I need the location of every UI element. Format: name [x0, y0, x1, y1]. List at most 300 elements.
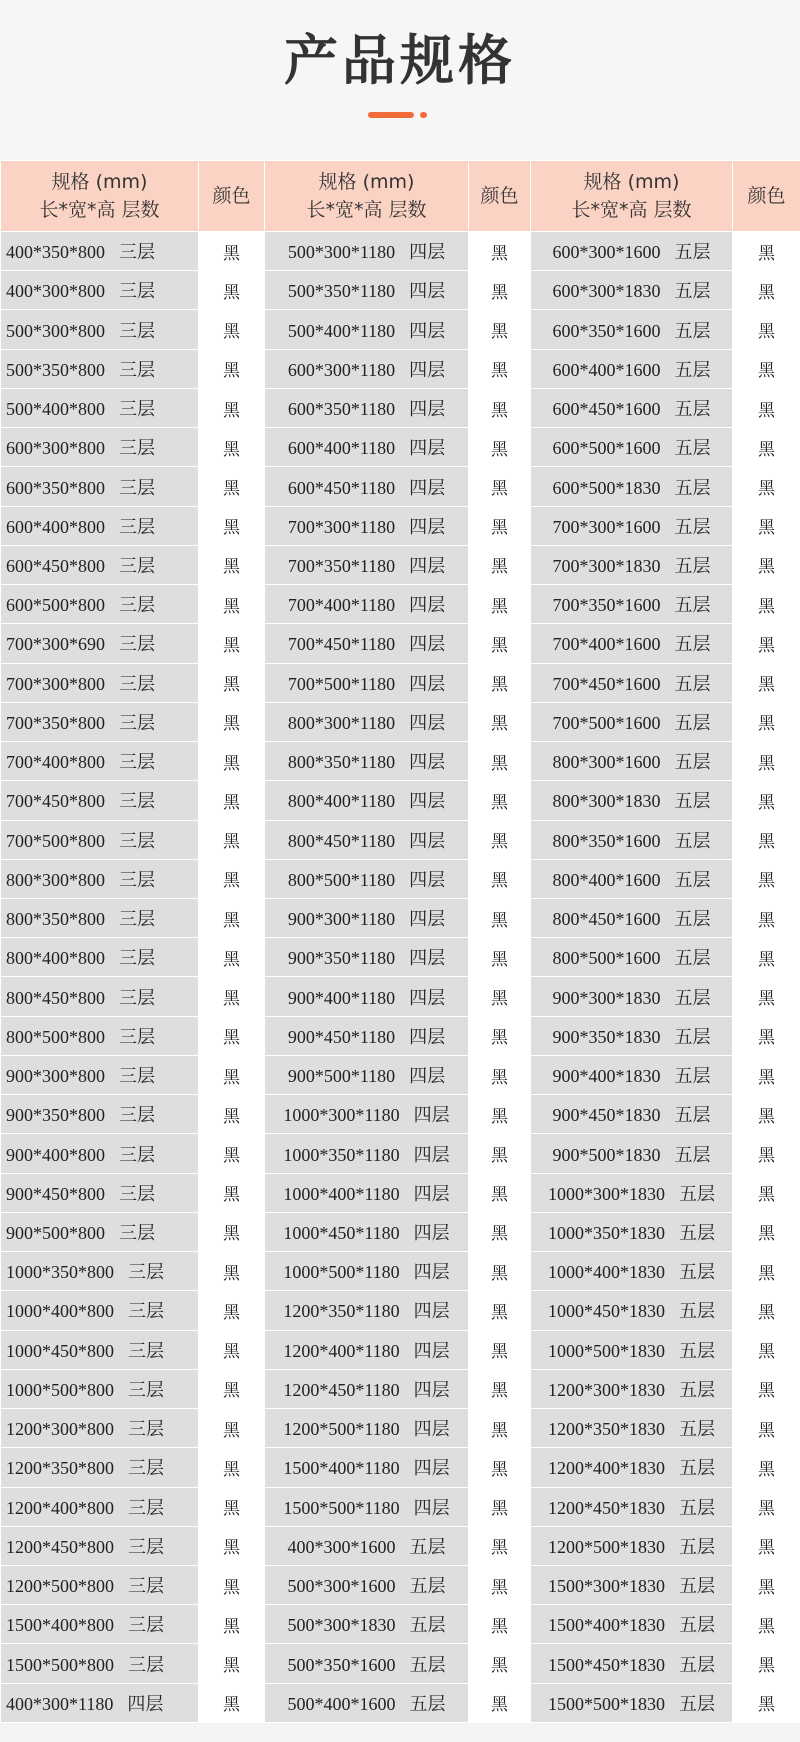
dimension-text: 1000*500*1830	[548, 1340, 665, 1361]
spec-cell	[1, 1291, 199, 1330]
dimension-text: 700*450*800	[6, 791, 105, 812]
dimension-text: 800*300*800	[6, 869, 105, 890]
color-cell: 黑	[733, 585, 800, 624]
dimension-text: 1500*500*800	[6, 1654, 114, 1675]
layer-count-text: 四层	[409, 948, 446, 970]
layer-count-text: 五层	[674, 1105, 711, 1127]
dimension-text: 600*300*800	[6, 438, 105, 459]
dimension-text: 1200*450*1180	[283, 1379, 400, 1400]
layer-count-text: 三层	[119, 1105, 155, 1127]
dimension-text: 700*350*800	[6, 712, 105, 733]
spec-cell	[1, 859, 199, 898]
table-row	[1, 1173, 800, 1212]
color-cell: 黑	[469, 898, 531, 937]
color-cell: 黑	[199, 467, 265, 506]
dimension-text: 700*450*1600	[552, 673, 661, 694]
spec-cell	[265, 1448, 469, 1487]
color-cell: 黑	[469, 1095, 531, 1134]
dimension-text: 700*450*1180	[287, 634, 396, 655]
dimension-text: 1500*400*1180	[283, 1458, 400, 1479]
table-row	[1, 388, 800, 427]
spec-cell	[531, 388, 733, 427]
spec-cell	[531, 349, 733, 388]
spec-cell	[265, 1134, 469, 1173]
color-cell: 黑	[469, 1448, 531, 1487]
spec-cell	[265, 663, 469, 702]
color-cell: 黑	[733, 1330, 800, 1369]
spec-cell	[531, 1134, 733, 1173]
table-row	[1, 467, 800, 506]
spec-cell	[265, 859, 469, 898]
color-cell: 黑	[469, 820, 531, 859]
dimension-text: 1500*400*1830	[548, 1615, 665, 1636]
layer-count-text: 三层	[119, 399, 155, 421]
layer-count-text: 五层	[674, 1026, 711, 1048]
table-row	[1, 1683, 800, 1722]
color-cell: 黑	[199, 898, 265, 937]
color-cell: 黑	[199, 1565, 265, 1604]
color-cell: 黑	[199, 1252, 265, 1291]
color-cell: 黑	[469, 977, 531, 1016]
spec-header-line1: 规格 (mm)	[583, 171, 680, 193]
dimension-text: 600*300*1830	[552, 281, 661, 302]
layer-count-text: 三层	[119, 791, 155, 813]
layer-count-text: 五层	[679, 1654, 715, 1676]
title-underline-bar	[368, 112, 414, 118]
dimension-text: 600*350*1600	[552, 320, 661, 341]
color-cell: 黑	[469, 1291, 531, 1330]
spec-cell	[1, 1487, 199, 1526]
table-row	[1, 271, 800, 310]
dimension-text: 700*350*1600	[552, 595, 661, 616]
layer-count-text: 四层	[409, 752, 446, 774]
color-cell: 黑	[469, 467, 531, 506]
color-cell: 黑	[733, 467, 800, 506]
dimension-text: 1200*400*1180	[283, 1340, 400, 1361]
dimension-text: 500*300*1180	[287, 242, 396, 263]
spec-cell	[531, 506, 733, 545]
layer-count-text: 五层	[409, 1576, 446, 1598]
dimension-text: 400*300*1180	[6, 1693, 114, 1714]
spec-header	[265, 161, 469, 232]
layer-count-text: 三层	[119, 712, 155, 734]
color-cell: 黑	[199, 271, 265, 310]
dimension-text: 800*400*1180	[287, 791, 396, 812]
spec-cell	[531, 820, 733, 859]
layer-count-text: 三层	[128, 1301, 164, 1323]
table-row	[1, 310, 800, 349]
dimension-text: 1200*300*1830	[548, 1379, 665, 1400]
layer-count-text: 五层	[674, 595, 711, 617]
spec-cell	[265, 545, 469, 584]
color-cell: 黑	[469, 428, 531, 467]
title-underline-dot	[420, 112, 427, 118]
layer-count-text: 五层	[674, 399, 711, 421]
dimension-text: 700*300*1830	[552, 555, 661, 576]
layer-count-text: 五层	[409, 1615, 446, 1637]
color-cell: 黑	[733, 388, 800, 427]
spec-header	[531, 161, 733, 232]
table-row	[1, 545, 800, 584]
dimension-text: 1200*350*800	[6, 1458, 114, 1479]
spec-cell	[1, 1212, 199, 1251]
color-cell: 黑	[733, 545, 800, 584]
color-cell: 黑	[733, 1095, 800, 1134]
dimension-text: 1200*400*1830	[548, 1458, 665, 1479]
color-cell: 黑	[199, 349, 265, 388]
layer-count-text: 五层	[674, 869, 711, 891]
table-row	[1, 1448, 800, 1487]
table-row	[1, 859, 800, 898]
spec-cell	[265, 1252, 469, 1291]
page-header	[0, 0, 800, 160]
spec-cell	[1, 232, 199, 271]
spec-cell	[1, 702, 199, 741]
spec-cell	[531, 663, 733, 702]
spec-cell	[1, 1095, 199, 1134]
spec-header	[1, 161, 199, 232]
layer-count-text: 三层	[128, 1458, 164, 1480]
table-row	[1, 1644, 800, 1683]
spec-cell	[265, 467, 469, 506]
spec-cell	[531, 742, 733, 781]
table-row	[1, 585, 800, 624]
layer-count-text: 五层	[679, 1458, 715, 1480]
spec-cell	[531, 898, 733, 937]
spec-cell	[265, 388, 469, 427]
spec-table-body	[1, 232, 800, 1723]
layer-count-text: 三层	[128, 1497, 164, 1519]
dimension-text: 900*400*1830	[552, 1066, 661, 1087]
layer-count-text: 五层	[674, 320, 711, 342]
spec-cell	[531, 1605, 733, 1644]
dimension-text: 900*400*800	[6, 1144, 105, 1165]
spec-cell	[1, 1173, 199, 1212]
color-cell: 黑	[469, 1252, 531, 1291]
layer-count-text: 五层	[409, 1693, 446, 1715]
color-cell: 黑	[199, 1291, 265, 1330]
dimension-text: 700*500*800	[6, 830, 105, 851]
layer-count-text: 三层	[128, 1262, 164, 1284]
dimension-text: 600*450*800	[6, 555, 105, 576]
spec-cell	[1, 1565, 199, 1604]
spec-cell	[265, 232, 469, 271]
spec-cell	[1, 310, 199, 349]
spec-cell	[265, 1055, 469, 1094]
dimension-text: 1200*350*1180	[283, 1301, 400, 1322]
table-row	[1, 781, 800, 820]
spec-cell	[265, 1212, 469, 1251]
color-cell: 黑	[733, 702, 800, 741]
color-cell: 黑	[199, 977, 265, 1016]
dimension-text: 900*300*1830	[552, 987, 661, 1008]
spec-cell	[265, 1565, 469, 1604]
dimension-text: 900*450*1830	[552, 1105, 661, 1126]
color-cell: 黑	[469, 702, 531, 741]
color-cell: 黑	[733, 1683, 800, 1722]
color-cell: 黑	[469, 624, 531, 663]
dimension-text: 1000*350*1830	[548, 1222, 665, 1243]
color-header: 颜色	[733, 161, 800, 232]
spec-cell	[531, 977, 733, 1016]
layer-count-text: 五层	[674, 987, 711, 1009]
layer-count-text: 四层	[409, 242, 446, 264]
dimension-text: 800*500*800	[6, 1026, 105, 1047]
color-cell: 黑	[733, 1565, 800, 1604]
dimension-text: 600*300*1600	[552, 242, 661, 263]
color-cell: 黑	[469, 310, 531, 349]
dimension-text: 600*350*800	[6, 477, 105, 498]
dimension-text: 1000*450*1830	[548, 1301, 665, 1322]
layer-count-text: 五层	[679, 1222, 715, 1244]
dimension-text: 1200*400*800	[6, 1497, 114, 1518]
dimension-text: 700*400*800	[6, 752, 105, 773]
color-cell: 黑	[469, 545, 531, 584]
dimension-text: 800*300*1830	[552, 791, 661, 812]
dimension-text: 700*350*1180	[287, 555, 396, 576]
dimension-text: 600*500*800	[6, 595, 105, 616]
spec-cell	[531, 1291, 733, 1330]
table-row	[1, 1330, 800, 1369]
spec-cell	[531, 702, 733, 741]
spec-cell	[265, 781, 469, 820]
color-cell: 黑	[199, 428, 265, 467]
spec-cell	[265, 506, 469, 545]
color-cell: 黑	[469, 349, 531, 388]
dimension-text: 600*450*1180	[287, 477, 396, 498]
table-row	[1, 349, 800, 388]
dimension-text: 600*500*1830	[552, 477, 661, 498]
dimension-text: 900*300*800	[6, 1066, 105, 1087]
spec-cell	[265, 1526, 469, 1565]
layer-count-text: 四层	[413, 1183, 450, 1205]
table-row	[1, 742, 800, 781]
color-cell: 黑	[199, 1526, 265, 1565]
layer-count-text: 三层	[119, 555, 155, 577]
layer-count-text: 四层	[413, 1144, 450, 1166]
layer-count-text: 三层	[119, 1066, 155, 1088]
dimension-text: 700*500*1180	[287, 673, 396, 694]
dimension-text: 800*450*800	[6, 987, 105, 1008]
color-cell: 黑	[199, 1330, 265, 1369]
color-cell: 黑	[469, 663, 531, 702]
layer-count-text: 五层	[674, 909, 711, 931]
dimension-text: 500*400*1600	[287, 1693, 396, 1714]
dimension-text: 1500*450*1830	[548, 1654, 665, 1675]
layer-count-text: 三层	[128, 1379, 164, 1401]
color-cell: 黑	[733, 742, 800, 781]
spec-cell	[1, 977, 199, 1016]
color-cell: 黑	[469, 232, 531, 271]
layer-count-text: 四层	[413, 1497, 450, 1519]
layer-count-text: 三层	[119, 438, 155, 460]
layer-count-text: 五层	[674, 830, 711, 852]
layer-count-text: 三层	[119, 1144, 155, 1166]
dimension-text: 1000*350*800	[6, 1262, 114, 1283]
spec-cell	[1, 1016, 199, 1055]
spec-cell	[1, 1134, 199, 1173]
layer-count-text: 四层	[409, 712, 446, 734]
color-cell: 黑	[469, 1565, 531, 1604]
color-cell: 黑	[199, 1173, 265, 1212]
layer-count-text: 四层	[409, 320, 446, 342]
table-row	[1, 820, 800, 859]
spec-cell	[265, 820, 469, 859]
dimension-text: 800*450*1600	[552, 909, 661, 930]
color-cell: 黑	[733, 1369, 800, 1408]
dimension-text: 600*450*1600	[552, 399, 661, 420]
dimension-text: 800*500*1180	[287, 869, 396, 890]
layer-count-text: 四层	[413, 1379, 450, 1401]
spec-cell	[531, 271, 733, 310]
spec-cell	[1, 1055, 199, 1094]
spec-cell	[1, 898, 199, 937]
spec-cell	[265, 1095, 469, 1134]
dimension-text: 700*300*1180	[287, 516, 396, 537]
color-cell: 黑	[469, 1409, 531, 1448]
spec-cell	[265, 1409, 469, 1448]
dimension-text: 500*400*1180	[287, 320, 396, 341]
layer-count-text: 五层	[674, 281, 711, 303]
dimension-text: 900*500*1830	[552, 1144, 661, 1165]
layer-count-text: 四层	[127, 1693, 164, 1715]
spec-cell	[265, 1683, 469, 1722]
layer-count-text: 四层	[409, 399, 446, 421]
layer-count-text: 四层	[409, 830, 446, 852]
spec-cell	[265, 1016, 469, 1055]
layer-count-text: 五层	[674, 712, 711, 734]
spec-cell	[1, 467, 199, 506]
layer-count-text: 四层	[409, 987, 446, 1009]
spec-cell	[531, 1173, 733, 1212]
color-cell: 黑	[199, 938, 265, 977]
spec-cell	[1, 938, 199, 977]
layer-count-text: 三层	[119, 1183, 155, 1205]
spec-cell	[265, 977, 469, 1016]
color-cell: 黑	[199, 1134, 265, 1173]
dimension-text: 400*300*1600	[287, 1536, 396, 1557]
table-row	[1, 1605, 800, 1644]
color-cell: 黑	[469, 1644, 531, 1683]
color-cell: 黑	[733, 977, 800, 1016]
color-cell: 黑	[733, 820, 800, 859]
layer-count-text: 三层	[128, 1654, 164, 1676]
spec-cell	[531, 1369, 733, 1408]
color-cell: 黑	[733, 1526, 800, 1565]
spec-cell	[265, 1487, 469, 1526]
layer-count-text: 四层	[409, 634, 446, 656]
layer-count-text: 五层	[679, 1301, 715, 1323]
table-row	[1, 898, 800, 937]
dimension-text: 800*350*1180	[287, 752, 396, 773]
color-cell: 黑	[469, 388, 531, 427]
dimension-text: 500*350*1180	[287, 281, 396, 302]
color-cell: 黑	[733, 781, 800, 820]
spec-cell	[531, 938, 733, 977]
spec-cell	[265, 1173, 469, 1212]
table-row	[1, 1134, 800, 1173]
dimension-text: 1000*350*1180	[283, 1144, 400, 1165]
table-row	[1, 702, 800, 741]
color-cell: 黑	[469, 938, 531, 977]
color-cell: 黑	[199, 859, 265, 898]
color-cell: 黑	[199, 310, 265, 349]
table-row	[1, 977, 800, 1016]
dimension-text: 800*300*1600	[552, 752, 661, 773]
table-row	[1, 1055, 800, 1094]
dimension-text: 600*400*1180	[287, 438, 396, 459]
dimension-text: 1500*400*800	[6, 1615, 114, 1636]
dimension-text: 1200*500*1180	[283, 1419, 400, 1440]
color-cell: 黑	[733, 1487, 800, 1526]
dimension-text: 800*350*1600	[552, 830, 661, 851]
dimension-text: 700*300*1600	[552, 516, 661, 537]
color-cell: 黑	[733, 898, 800, 937]
spec-cell	[265, 702, 469, 741]
table-row	[1, 938, 800, 977]
dimension-text: 500*400*800	[6, 399, 105, 420]
spec-cell	[1, 1526, 199, 1565]
layer-count-text: 四层	[413, 1262, 450, 1284]
color-cell: 黑	[199, 1683, 265, 1722]
spec-cell	[1, 349, 199, 388]
layer-count-text: 四层	[409, 516, 446, 538]
dimension-text: 1200*500*800	[6, 1576, 114, 1597]
color-cell: 黑	[733, 1055, 800, 1094]
color-header: 颜色	[199, 161, 265, 232]
spec-table-header	[1, 161, 800, 232]
color-cell: 黑	[469, 271, 531, 310]
spec-cell	[1, 1448, 199, 1487]
spec-header-line1: 规格 (mm)	[51, 171, 148, 193]
dimension-text: 900*350*800	[6, 1105, 105, 1126]
color-cell: 黑	[199, 506, 265, 545]
layer-count-text: 五层	[674, 477, 711, 499]
spec-cell	[265, 1644, 469, 1683]
table-row	[1, 1487, 800, 1526]
spec-cell	[1, 585, 199, 624]
table-row	[1, 232, 800, 271]
layer-count-text: 三层	[128, 1340, 164, 1362]
color-cell: 黑	[733, 506, 800, 545]
layer-count-text: 五层	[679, 1419, 715, 1441]
layer-count-text: 五层	[674, 555, 711, 577]
dimension-text: 1200*450*1830	[548, 1497, 665, 1518]
layer-count-text: 三层	[119, 752, 155, 774]
layer-count-text: 五层	[674, 438, 711, 460]
dimension-text: 1000*500*1180	[283, 1262, 400, 1283]
dimension-text: 1000*400*1180	[283, 1183, 400, 1204]
table-row	[1, 1016, 800, 1055]
spec-cell	[265, 742, 469, 781]
layer-count-text: 四层	[409, 555, 446, 577]
layer-count-text: 四层	[413, 1222, 450, 1244]
dimension-text: 800*400*800	[6, 948, 105, 969]
dimension-text: 900*450*800	[6, 1183, 105, 1204]
color-cell: 黑	[733, 271, 800, 310]
layer-count-text: 三层	[119, 869, 155, 891]
spec-cell	[531, 624, 733, 663]
dimension-text: 900*350*1830	[552, 1026, 661, 1047]
spec-cell	[1, 271, 199, 310]
color-cell: 黑	[733, 1291, 800, 1330]
color-cell: 黑	[199, 1055, 265, 1094]
color-cell: 黑	[199, 702, 265, 741]
spec-cell	[531, 1252, 733, 1291]
layer-count-text: 五层	[674, 752, 711, 774]
dimension-text: 700*400*1600	[552, 634, 661, 655]
layer-count-text: 四层	[409, 791, 446, 813]
